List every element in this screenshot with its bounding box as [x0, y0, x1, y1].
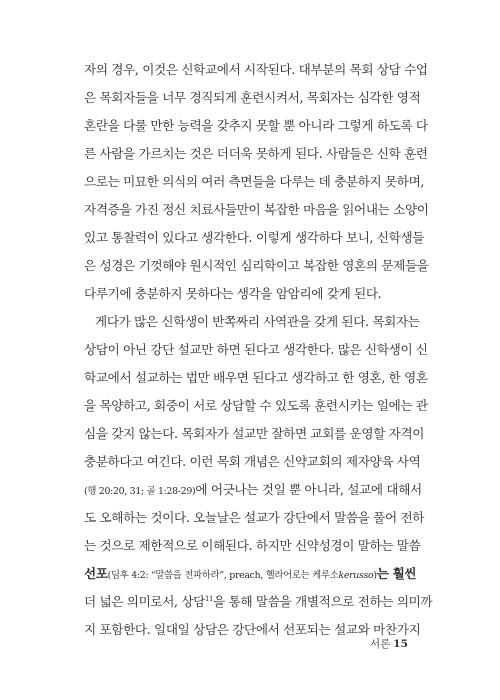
text-line: 자격증을 가진 정신 치료사들만이 복잡한 마음을 읽어내는 소양이	[84, 202, 429, 217]
text-line	[84, 482, 422, 500]
text-line: 학교에서 설교하는 법만 배우면 된다고 생각하고 한 영혼, 한 영혼	[84, 370, 428, 385]
scripture-reference: (딤후 4:2: “말씀을 전파하라”, preach, 헬라어로는	[107, 570, 313, 581]
key-term: 선포	[84, 566, 108, 581]
text-line: 심을 갖지 않는다. 목회자가 설교만 잘하면 교회를 운영할 자격이	[84, 426, 425, 441]
text-span: 을 통해 말씀을 개별적으로 전하는 의미까	[213, 594, 433, 609]
text-span: 는 훨씬	[376, 566, 417, 581]
reference-close: )	[373, 570, 377, 581]
page-footer	[370, 636, 430, 651]
text-line: 으로는 미묘한 의식의 여러 측면들을 다루는 데 충분하지 못하며,	[84, 174, 425, 189]
text-line: 혼란을 다룰 만한 능력을 갖추지 못할 뿐 아니라 그렇게 하도록 다	[84, 118, 428, 133]
text-line: 지 포함한다. 일대일 상담은 강단에서 선포되는 설교와 마찬가지	[84, 622, 421, 637]
text-line: 을 목양하고, 회중이 서로 상담할 수 있도록 훈련시키는 일에는 관	[84, 398, 428, 413]
text-line: 은 성경은 기껏해야 원시적인 심리학이고 복잡한 영혼의 문제들을	[84, 258, 429, 273]
page-number: 15	[393, 638, 408, 650]
text-line: 른 사람을 가르치는 것은 더더욱 못하게 된다. 사람들은 신학 훈련	[84, 146, 428, 161]
greek-term: 케루소	[312, 570, 339, 581]
text-line: 다루기에 충분하지 못하다는 생각을 암암리에 갖게 된다.	[84, 286, 382, 301]
text-line: 자의 경우, 이것은 신학교에서 시작된다. 대부분의 목회 상담 수업	[84, 62, 428, 77]
text-line: 충분하다고 여긴다. 이런 목회 개념은 신약교회의 제자양육 사역	[84, 454, 421, 469]
footnote-marker: 11	[204, 594, 214, 603]
text-line: 는 것으로 제한적으로 이해된다. 하지만 신약성경이 말하는 말씀	[84, 538, 421, 553]
transliteration: kerusso	[338, 570, 374, 581]
text-line: 게다가 많은 신학생이 반쪽짜리 사역관을 갖게 된다. 목회자는	[95, 314, 420, 329]
scripture-reference: (행 20:20, 31; 골 1:28-29)	[84, 486, 196, 497]
text-line: 상담이 아닌 강단 설교만 하면 된다고 생각한다. 많은 신학생이 신	[84, 342, 428, 357]
section-name: 서론	[370, 638, 391, 650]
text-span: 에 어긋나는 것일 뿐 아니라, 설교에 대해서	[195, 482, 422, 497]
text-span: 더 넓은 의미로서, 상담	[84, 594, 205, 609]
text-line: 있고 통찰력이 있다고 생각한다. 이렇게 생각하다 보니, 신학생들	[84, 230, 425, 245]
text-line: 은 목회자들을 너무 경직되게 훈련시켜서, 목회자는 심각한 영적	[84, 90, 421, 105]
text-line: 도 오해하는 것이다. 오늘날은 설교가 강단에서 말씀을 풀어 전하	[84, 510, 425, 525]
text-line	[84, 594, 432, 610]
text-line	[84, 566, 416, 584]
